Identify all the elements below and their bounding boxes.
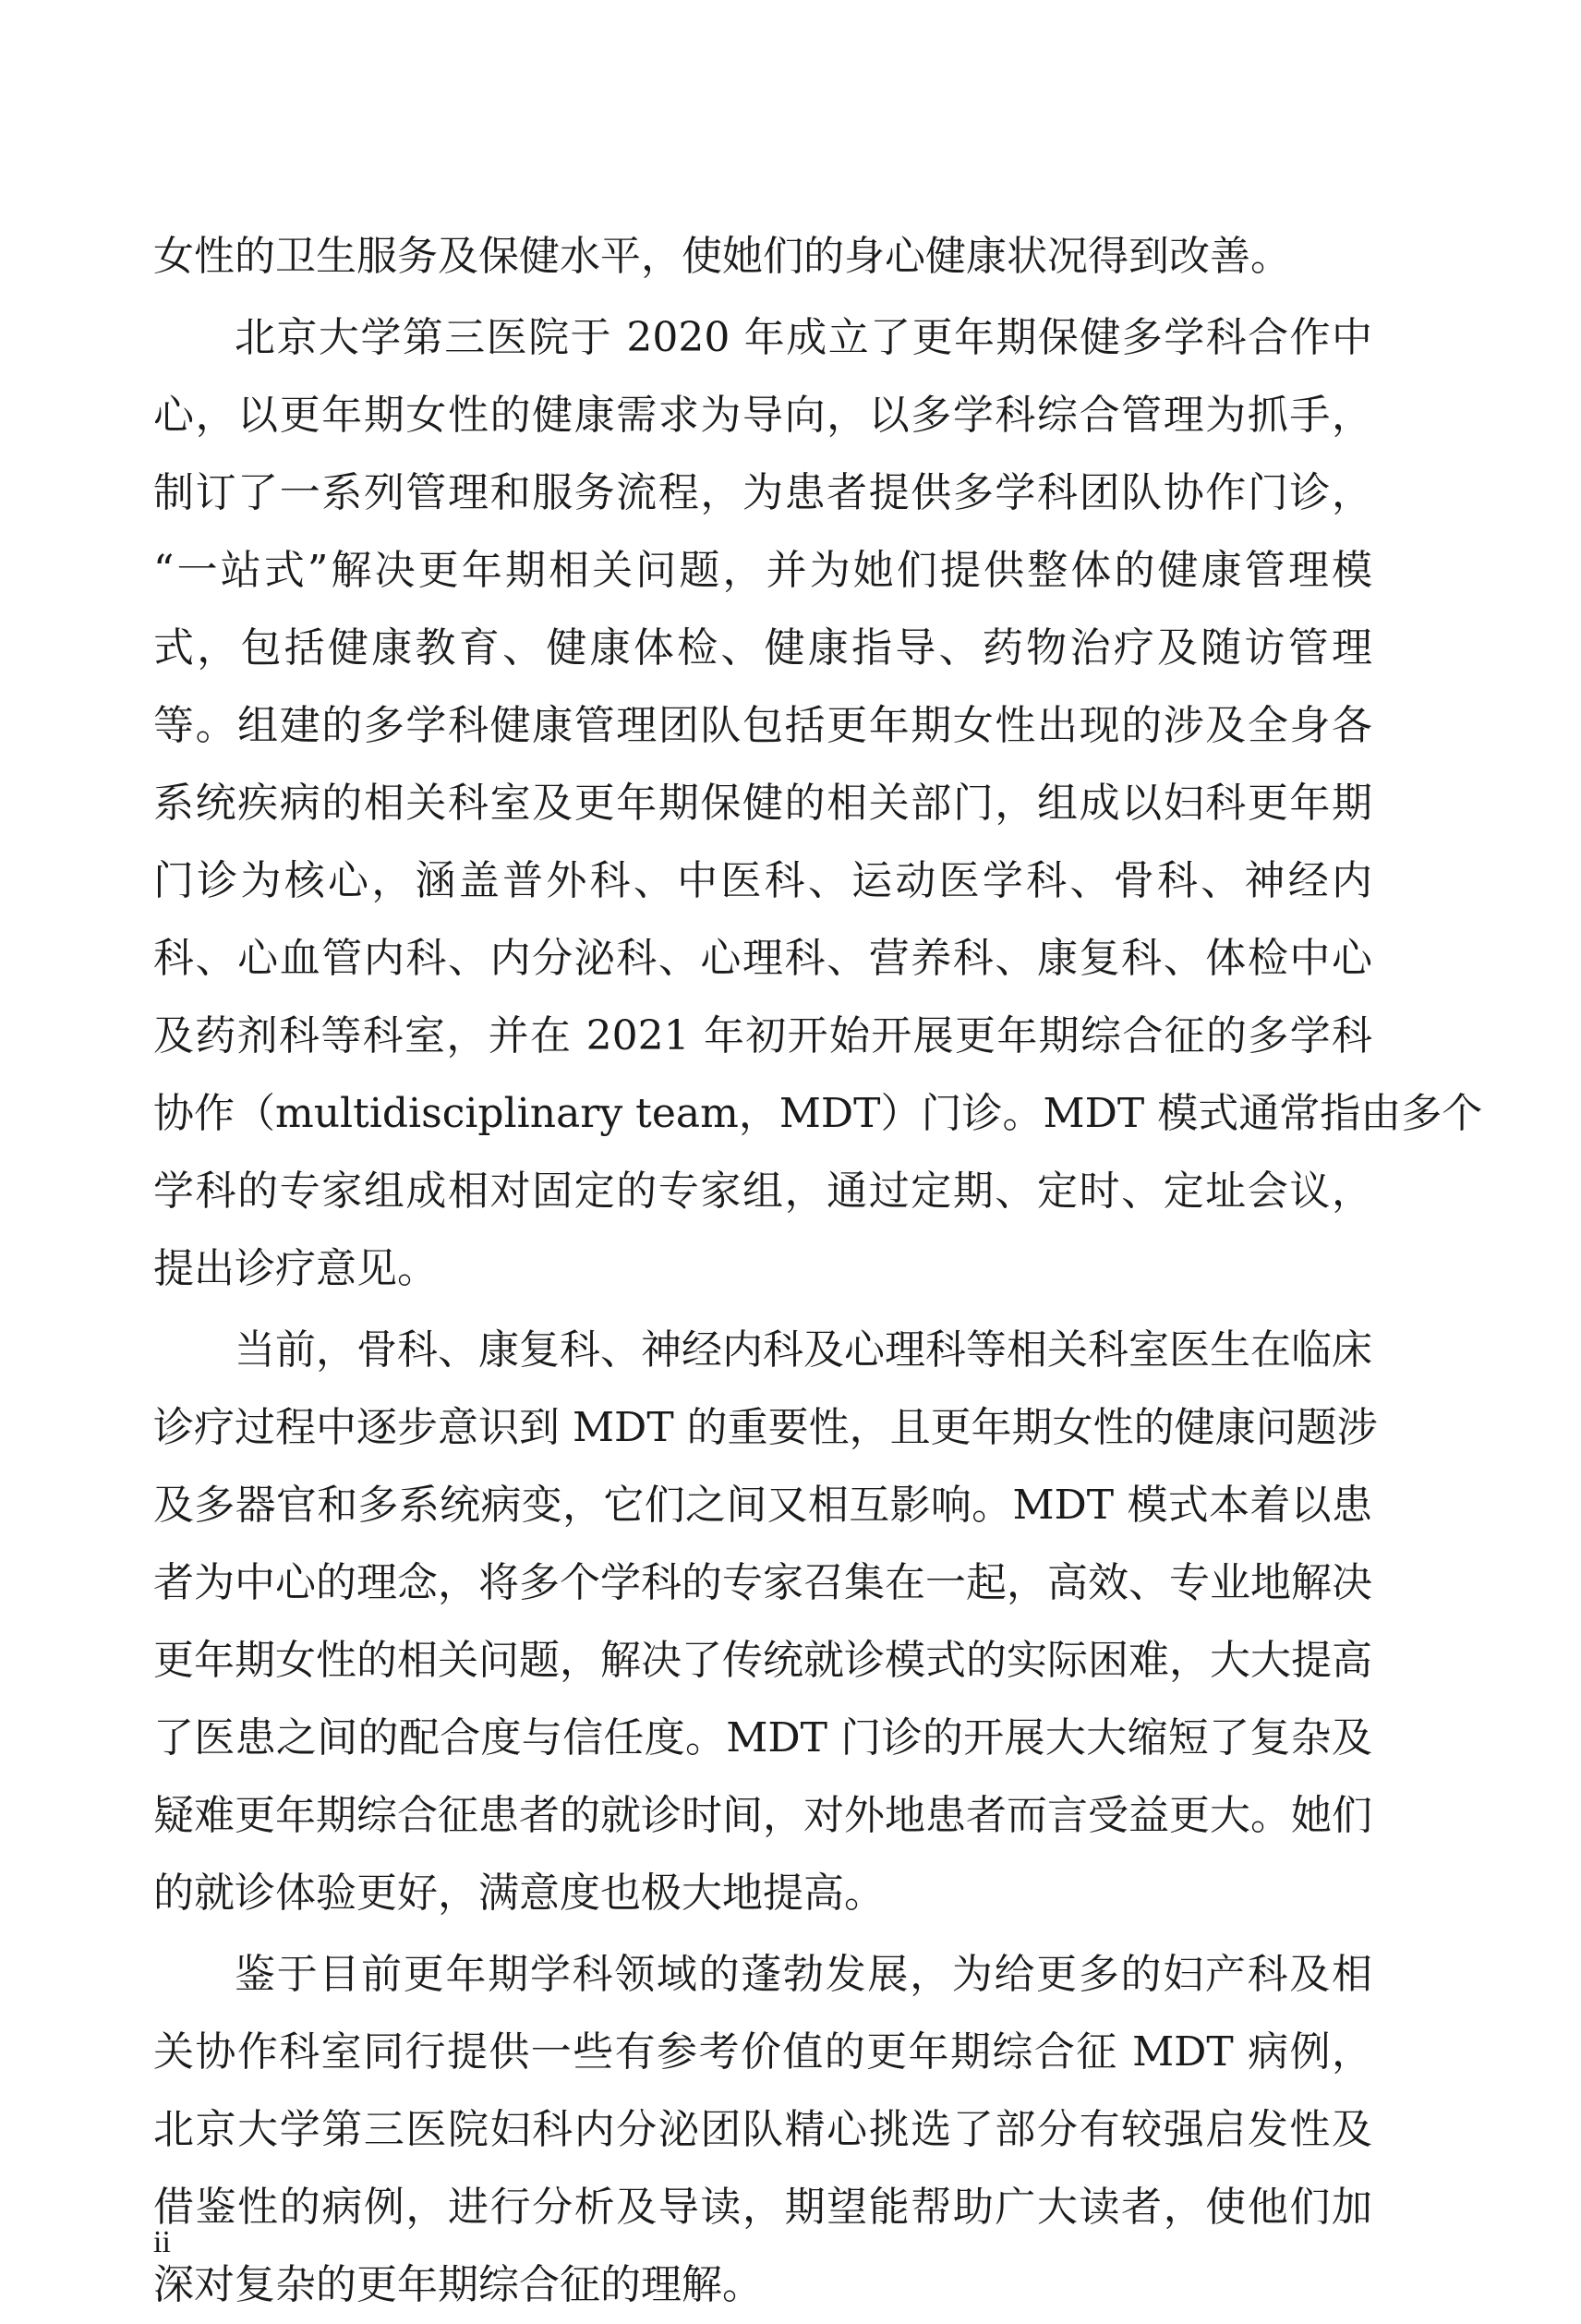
text-line: 女性的卫生服务及保健水平，使她们的身心健康状况得到改善。 <box>153 233 1291 280</box>
text-line: 鉴于目前更年期学科领域的蓬勃发展，为给更多的妇产科及相 <box>235 1951 1372 1998</box>
text-line: 协作（multidisciplinary team，MDT）门诊。MDT 模式通常指由多个 <box>153 1090 1483 1137</box>
text-line: 更年期女性的相关问题，解决了传统就诊模式的实际困难，大大提高 <box>153 1637 1372 1684</box>
text-line: 北京大学第三医院于 2020 年成立了更年期保健多学科合作中 <box>235 314 1372 361</box>
text-line: 关协作科室同行提供一些有参考价值的更年期综合征 MDT 病例， <box>153 2028 1372 2076</box>
text-line: 等。组建的多学科健康管理团队包括更年期女性出现的涉及全身各 <box>153 702 1372 749</box>
paragraph-4 <box>153 1936 1372 2324</box>
text-line: 当前，骨科、康复科、神经内科及心理科等相关科室医生在临床 <box>235 1326 1372 1374</box>
text-line: “一站式”解决更年期相关问题，并为她们提供整体的健康管理模 <box>153 547 1372 594</box>
text-line: 的就诊体验更好，满意度也极大地提高。 <box>153 1870 885 1917</box>
page-number: ii <box>153 2225 171 2259</box>
text-line: 及药剂科等科室，并在 2021 年初开始开展更年期综合征的多学科 <box>153 1012 1372 1059</box>
text-line: 及多器官和多系统病变，它们之间又相互影响。MDT 模式本着以患 <box>153 1482 1372 1529</box>
text-line: 诊疗过程中逐步意识到 MDT 的重要性，且更年期女性的健康问题涉 <box>153 1404 1378 1451</box>
text-line: 提出诊疗意见。 <box>153 1245 438 1292</box>
text-line: 门诊为核心，涵盖普外科、中医科、运动医学科、骨科、神经内 <box>153 857 1372 904</box>
page-body <box>153 218 1483 2324</box>
paragraph-2 <box>153 299 1483 1308</box>
text-line: 系统疾病的相关科室及更年期保健的相关部门，组成以妇科更年期 <box>153 780 1372 827</box>
text-line: 式，包括健康教育、健康体检、健康指导、药物治疗及随访管理 <box>153 624 1372 672</box>
paragraph-3 <box>153 1312 1378 1932</box>
paragraph-1 <box>153 218 1372 296</box>
text-line: 制订了一系列管理和服务流程，为患者提供多学科团队协作门诊， <box>153 469 1372 516</box>
text-line: 疑难更年期综合征患者的就诊时间，对外地患者而言受益更大。她们 <box>153 1792 1372 1839</box>
text-line: 者为中心的理念，将多个学科的专家召集在一起，高效、专业地解决 <box>153 1559 1372 1606</box>
text-line: 心，以更年期女性的健康需求为导向，以多学科综合管理为抓手， <box>153 392 1372 439</box>
text-line: 深对复杂的更年期综合征的理解。 <box>153 2261 763 2308</box>
text-line: 科、心血管内科、内分泌科、心理科、营养科、康复科、体检中心 <box>153 935 1372 982</box>
text-line: 了医患之间的配合度与信任度。MDT 门诊的开展大大缩短了复杂及 <box>153 1714 1372 1761</box>
text-line: 北京大学第三医院妇科内分泌团队精心挑选了部分有较强启发性及 <box>153 2106 1372 2153</box>
text-line: 借鉴性的病例，进行分析及导读，期望能帮助广大读者，使他们加 <box>153 2184 1372 2231</box>
text-line: 学科的专家组成相对固定的专家组，通过定期、定时、定址会议， <box>153 1168 1372 1215</box>
